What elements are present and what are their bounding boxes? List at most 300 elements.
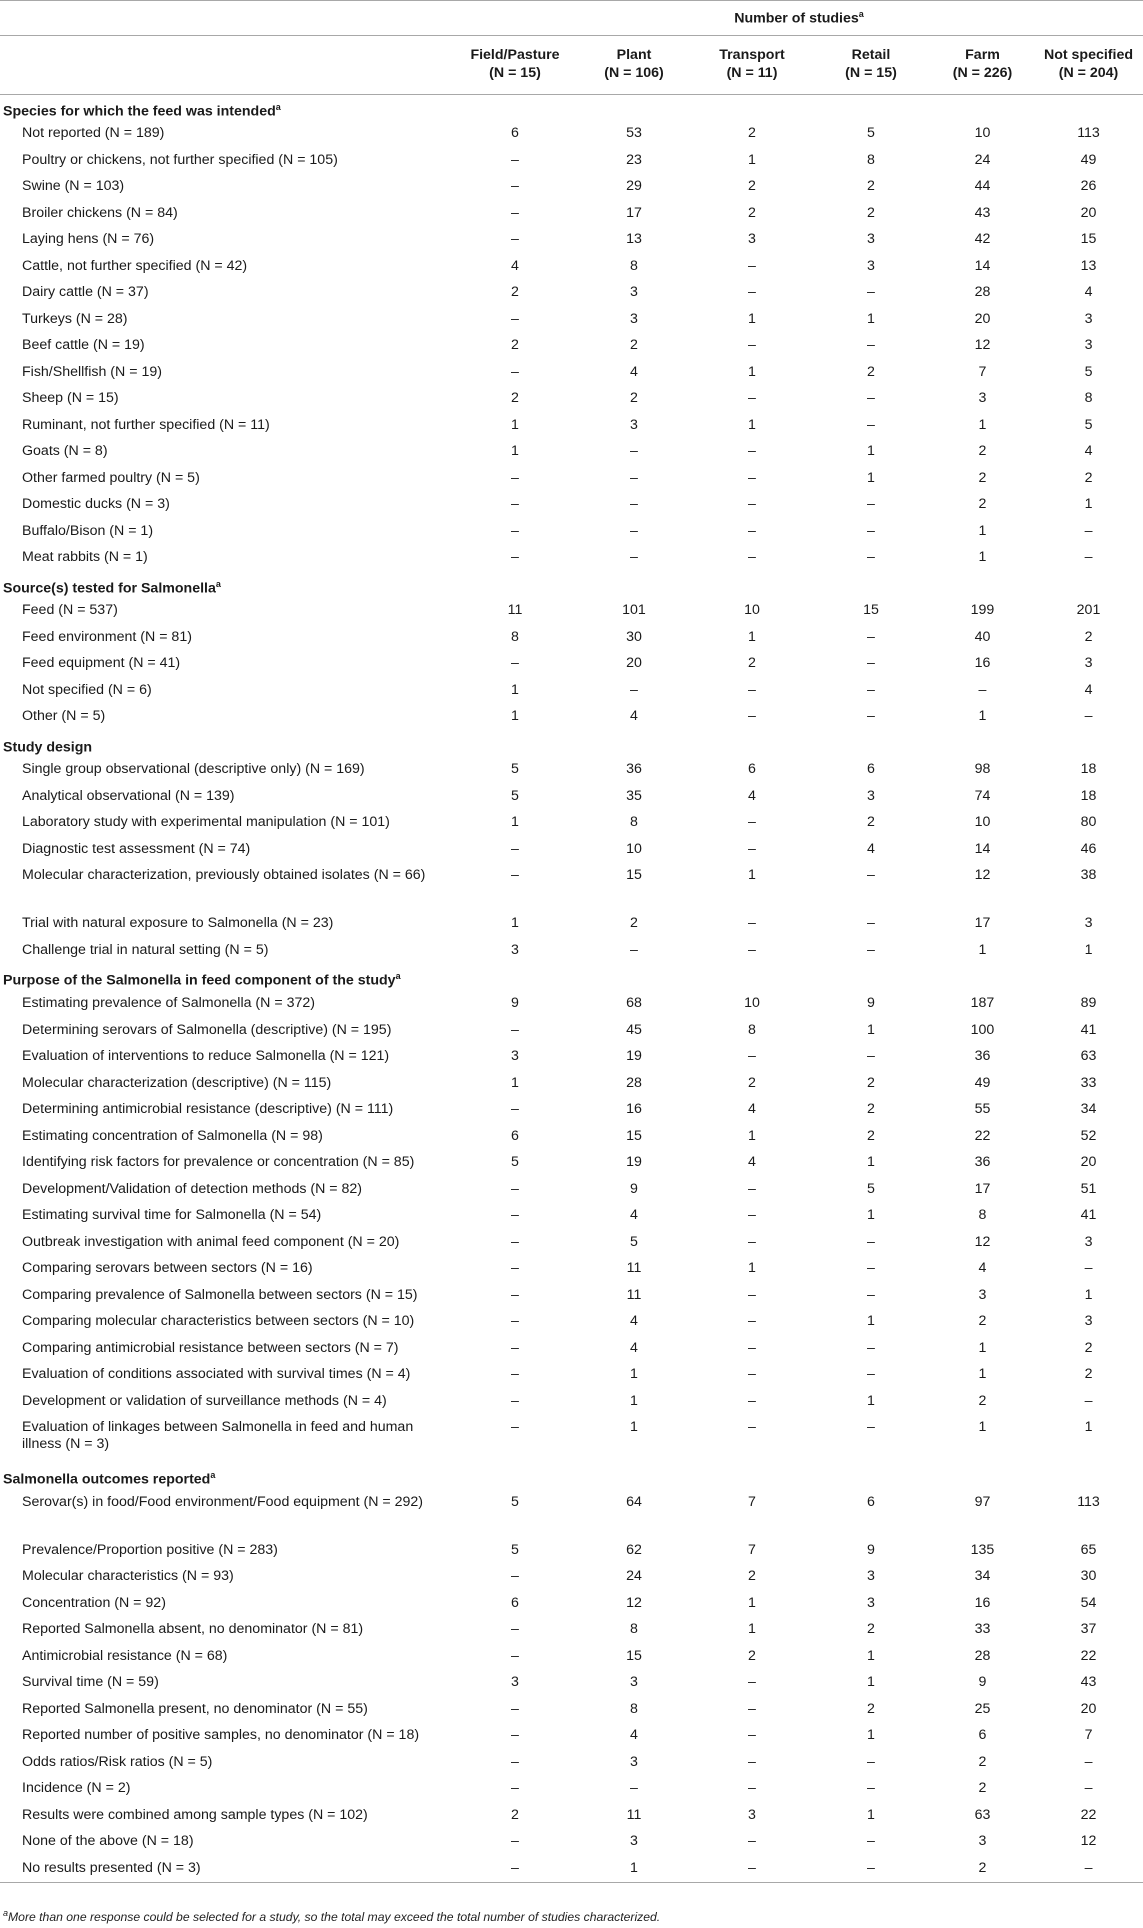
row-value: – (811, 1856, 931, 1883)
row-label: Results were combined among sample types (N = 102) (22, 1806, 368, 1823)
row-value: 1 (867, 443, 875, 460)
table-row (0, 333, 1143, 360)
section-title-cell (0, 731, 1143, 758)
row-value: 2 (978, 469, 987, 486)
row-label: Single group observational (descriptive only) (N = 169) (22, 761, 365, 778)
row-value: 2 (931, 1856, 1034, 1883)
footnote-sup: a (3, 1908, 9, 1918)
row-value: 63 (974, 1806, 991, 1823)
row-label: Reported number of positive samples, no denominator (N = 18) (22, 1727, 420, 1744)
row-label: Challenge trial in natural setting (N = 5) (22, 941, 269, 958)
row-value: 2 (867, 1621, 875, 1638)
row-value: 17 (974, 915, 991, 932)
row-value: 20 (1080, 1154, 1097, 1171)
table-row (0, 1415, 1143, 1463)
row-value: – (511, 655, 519, 672)
row-value: 8 (867, 151, 875, 168)
table-row (0, 1177, 1143, 1204)
row-value: – (867, 549, 875, 566)
row-value: 3 (748, 1806, 756, 1823)
row-label: Ruminant, not further specified (N = 11) (22, 416, 270, 433)
row-value: 51 (1080, 1180, 1097, 1197)
row-value: – (867, 915, 875, 932)
row-value: 1 (748, 310, 756, 327)
row-value: 113 (1077, 1493, 1100, 1510)
row-value: 74 (974, 787, 991, 804)
row-value: 49 (1080, 151, 1097, 168)
row-value: – (630, 443, 638, 460)
row-value: 2 (511, 284, 519, 301)
row-value: 13 (626, 231, 642, 248)
row-label: Other (N = 5) (22, 708, 106, 725)
row-value: 16 (974, 1594, 991, 1611)
section-title-sup: a (210, 1470, 216, 1481)
row-value: 22 (1080, 1806, 1097, 1823)
row-value: 44 (974, 178, 991, 195)
row-value: 7 (748, 1493, 756, 1510)
column-header-n: (N = 226) (952, 65, 1013, 81)
row-label: Dairy cattle (N = 37) (22, 284, 149, 301)
table-row (0, 439, 1143, 466)
header-blank (0, 1, 455, 36)
row-value: 2 (978, 1780, 987, 1797)
column-header-n: (N = 11) (726, 65, 778, 81)
row-value: 2 (748, 178, 756, 195)
row-value: 18 (1080, 761, 1097, 778)
table-row (0, 911, 1143, 938)
row-value: 89 (1080, 995, 1097, 1011)
row-value: – (748, 1419, 756, 1436)
row-value: 23 (626, 151, 642, 168)
row-value: 36 (626, 761, 642, 778)
row-value: 4 (748, 1101, 756, 1118)
table-row (0, 519, 1143, 546)
row-value: 8 (630, 1621, 638, 1638)
row-value: 6 (978, 1727, 987, 1744)
row-label: Fish/Shellfish (N = 19) (22, 363, 162, 380)
table-row (0, 1776, 1143, 1803)
section-title: Salmonella outcomes reported (3, 1471, 211, 1488)
row-value: 1 (1084, 496, 1093, 513)
row-value: – (748, 1727, 756, 1744)
row-value: 30 (626, 628, 642, 645)
row-value: 29 (626, 178, 642, 195)
row-value: 2 (511, 337, 519, 354)
table-row (0, 1617, 1143, 1644)
column-group-label: Number of studies (734, 10, 859, 27)
row-value: 2 (748, 125, 756, 142)
row-value: 9 (867, 995, 875, 1011)
row-value: – (748, 915, 756, 932)
table-row (0, 466, 1143, 493)
row-label: Feed equipment (N = 41) (22, 655, 181, 672)
row-value: 1 (630, 1392, 638, 1409)
row-value: 1 (748, 1621, 756, 1638)
row-label: Feed environment (N = 81) (22, 628, 192, 645)
row-value: – (867, 628, 875, 645)
row-value: – (748, 257, 756, 274)
row-value: – (867, 522, 875, 539)
row-label: Reported Salmonella present, no denominator (N = 55) (22, 1700, 368, 1717)
row-value: 54 (1080, 1594, 1097, 1611)
row-value: – (748, 681, 756, 698)
row-value: 30 (1080, 1568, 1097, 1585)
row-label: Concentration (N = 92) (22, 1594, 166, 1611)
row-value: 1 (867, 1021, 875, 1038)
row-value: 64 (626, 1493, 642, 1510)
table-row (0, 1256, 1143, 1283)
row-value: 2 (511, 390, 519, 407)
row-value: 4 (511, 257, 519, 274)
row-value: – (511, 1568, 519, 1585)
row-value: 4 (748, 787, 756, 804)
row-value: 6 (867, 1493, 875, 1510)
row-value: 43 (974, 204, 991, 221)
row-label: Not specified (N = 6) (22, 681, 152, 698)
row-value: 34 (1080, 1101, 1097, 1118)
row-value: – (867, 1753, 875, 1770)
row-value: – (630, 681, 638, 698)
row-value: 1 (867, 1674, 875, 1691)
row-value: 2 (748, 655, 756, 672)
table-row (0, 148, 1143, 175)
row-value: 52 (1080, 1127, 1097, 1144)
row-value: – (511, 469, 519, 486)
table-row (0, 863, 1143, 911)
row-value: – (511, 1419, 519, 1436)
row-value: – (748, 522, 756, 539)
row-value: 15 (863, 602, 879, 619)
row-value: 6 (511, 125, 519, 142)
row-value: 28 (626, 1074, 642, 1091)
row-value: 12 (626, 1594, 642, 1611)
row-label: Cattle, not further specified (N = 42) (22, 257, 248, 274)
row-value: 2 (1084, 469, 1093, 486)
row-value: – (748, 549, 756, 566)
row-value: 15 (626, 1127, 642, 1144)
row-value: 2 (867, 1700, 875, 1717)
row-value: – (511, 1621, 519, 1638)
table-body (0, 95, 1143, 1883)
row-value: – (511, 1647, 519, 1664)
table-row (0, 1591, 1143, 1618)
row-value: 4 (978, 1260, 987, 1277)
row-value: 7 (978, 363, 987, 380)
row-value: 1 (511, 443, 519, 460)
column-header-n: (N = 204) (1058, 65, 1119, 81)
row-value: 2 (1084, 628, 1093, 645)
column-header (811, 36, 931, 95)
table-row (0, 1723, 1143, 1750)
row-value: 2 (748, 1568, 756, 1585)
row-value: – (867, 1339, 875, 1356)
row-value: – (748, 1780, 756, 1797)
row-label: Buffalo/Bison (N = 1) (22, 522, 154, 539)
row-value: – (748, 1339, 756, 1356)
row-value: – (748, 1674, 756, 1691)
column-header-n: (N = 15) (489, 65, 541, 81)
section-row (0, 964, 1143, 991)
row-label: Molecular characterization (descriptive) (N = 115) (22, 1074, 332, 1091)
row-value: 5 (630, 1233, 638, 1250)
row-value: – (867, 337, 875, 354)
row-value: – (748, 337, 756, 354)
row-label: Meat rabbits (N = 1) (22, 549, 148, 566)
table-row (0, 413, 1143, 440)
table-row (0, 1203, 1143, 1230)
row-value: – (867, 284, 875, 301)
row-label: Serovar(s) in food/Food environment/Food equipment (N = 292) (22, 1493, 424, 1510)
row-value: – (867, 681, 875, 698)
row-value: 12 (974, 1233, 991, 1250)
row-value: 4 (630, 1339, 638, 1356)
row-value: – (867, 655, 875, 672)
row-value: – (511, 1207, 519, 1224)
row-value: 5 (1084, 416, 1093, 433)
row-value: 12 (974, 867, 991, 884)
row-value: – (511, 363, 519, 380)
row-value: 20 (1080, 204, 1097, 221)
row-value: 2 (978, 1313, 987, 1330)
row-value: 3 (630, 1753, 638, 1770)
row-value: 4 (630, 1313, 638, 1330)
table-row (0, 1097, 1143, 1124)
row-value: 43 (1080, 1674, 1097, 1691)
row-value: – (1034, 1856, 1143, 1883)
section-row (0, 1463, 1143, 1490)
row-label: Domestic ducks (N = 3) (22, 496, 170, 513)
column-header (693, 36, 811, 95)
row-value: – (867, 416, 875, 433)
row-value: – (748, 1233, 756, 1250)
footnote (3, 1908, 660, 1924)
row-value: 2 (630, 337, 638, 354)
row-value: – (1084, 1753, 1093, 1770)
row-value: – (455, 1856, 575, 1883)
row-label: Turkeys (N = 28) (22, 310, 128, 327)
row-value: 1 (978, 1339, 987, 1356)
row-value: 2 (1084, 1366, 1093, 1383)
row-value: – (748, 443, 756, 460)
row-value: 1 (511, 915, 519, 932)
row-value: 2 (867, 1101, 875, 1118)
row-value: – (1084, 1392, 1093, 1409)
row-label: Estimating concentration of Salmonella (N = 98) (22, 1127, 323, 1144)
row-value: 3 (1084, 1233, 1093, 1250)
row-value: 4 (1084, 681, 1093, 698)
table-row (0, 1829, 1143, 1856)
row-value: 2 (867, 204, 875, 221)
row-value: 1 (630, 1419, 638, 1436)
row-value: 55 (974, 1101, 991, 1118)
row-value: 10 (974, 814, 991, 831)
row-value: – (511, 310, 519, 327)
row-value: 14 (974, 257, 991, 274)
row-value: 62 (626, 1541, 642, 1558)
row-value: 10 (626, 840, 642, 857)
row-value: 3 (867, 787, 875, 804)
table-row (0, 1644, 1143, 1671)
row-value: – (693, 1856, 811, 1883)
row-value: 1 (511, 708, 519, 725)
section-title-sup: a (275, 102, 281, 112)
row-value: 22 (1080, 1647, 1097, 1664)
row-value: 42 (974, 231, 991, 248)
row-value: 187 (970, 995, 995, 1011)
row-value: – (748, 840, 756, 857)
row-value: 3 (867, 1568, 875, 1585)
row-value: 2 (978, 1753, 987, 1770)
table-row (0, 121, 1143, 148)
row-value: 45 (626, 1021, 642, 1038)
row-value: – (748, 496, 756, 513)
row-value: 6 (511, 1127, 519, 1144)
row-value: – (748, 1392, 756, 1409)
row-value: – (511, 1833, 519, 1850)
table-row (0, 1283, 1143, 1310)
row-value: 4 (1084, 284, 1093, 301)
row-label: Goats (N = 8) (22, 443, 108, 460)
row-value: 3 (630, 310, 638, 327)
table-row (0, 1309, 1143, 1336)
row-value: – (511, 549, 519, 566)
row-value: 14 (974, 840, 991, 857)
row-value: – (511, 1260, 519, 1277)
table-row (0, 837, 1143, 864)
row-label: Comparing prevalence of Salmonella between sectors (N = 15) (22, 1286, 418, 1303)
row-value: 1 (748, 628, 756, 645)
row-value: 16 (974, 655, 991, 672)
row-value: – (748, 1207, 756, 1224)
row-value: – (511, 1313, 519, 1330)
row-value: 34 (974, 1568, 991, 1585)
row-label: Not reported (N = 189) (22, 125, 165, 142)
row-value: 101 (622, 602, 646, 619)
row-value: 3 (867, 1594, 875, 1611)
row-value: – (867, 867, 875, 884)
row-value: 1 (867, 310, 875, 327)
row-value: 1 (748, 1594, 756, 1611)
row-value: – (511, 867, 519, 884)
row-value: – (511, 151, 519, 168)
row-label: Comparing serovars between sectors (N = 16) (22, 1260, 313, 1277)
row-value: 65 (1080, 1541, 1097, 1558)
table-row (0, 254, 1143, 281)
table-row (0, 174, 1143, 201)
row-value: 33 (1080, 1074, 1097, 1091)
row-label: Development/Validation of detection methods (N = 82) (22, 1180, 363, 1197)
row-value: 24 (626, 1568, 642, 1585)
row-label: Comparing molecular characteristics between sectors (N = 10) (22, 1313, 415, 1330)
row-label: Molecular characteristics (N = 93) (22, 1568, 234, 1585)
row-label: Outbreak investigation with animal feed component (N = 20) (22, 1233, 400, 1250)
row-value: – (1084, 549, 1093, 566)
row-value: 3 (511, 941, 519, 958)
row-value: 12 (1080, 1833, 1097, 1850)
row-label: Incidence (N = 2) (22, 1780, 131, 1797)
section-title: Study design (3, 739, 93, 756)
section-title-sup: a (215, 578, 221, 589)
row-label: Sheep (N = 15) (22, 390, 119, 407)
column-group-header (455, 1, 1143, 36)
row-value: 5 (511, 1493, 519, 1510)
row-value: – (748, 469, 756, 486)
row-label: Identifying risk factors for prevalence or concentration (N = 85) (22, 1154, 415, 1171)
row-value: – (630, 549, 638, 566)
row-value: 3 (978, 390, 987, 407)
row-value: – (511, 522, 519, 539)
row-value: 1 (511, 416, 519, 433)
table-row (0, 1362, 1143, 1389)
table-row (0, 1564, 1143, 1591)
row-label: Diagnostic test assessment (N = 74) (22, 840, 251, 857)
row-value: – (748, 1366, 756, 1383)
column-header-n: (N = 15) (845, 65, 897, 81)
row-value: 25 (974, 1700, 991, 1717)
row-value: 2 (511, 1806, 519, 1823)
table-row (0, 1150, 1143, 1177)
row-value: 1 (978, 1366, 987, 1383)
row-value: 26 (1080, 178, 1097, 195)
row-value: – (511, 1101, 519, 1118)
row-value: 2 (867, 814, 875, 831)
row-value: 1 (978, 522, 987, 539)
column-header-name: Retail (851, 47, 891, 63)
row-value: – (511, 1339, 519, 1356)
row-value: 3 (1084, 337, 1093, 354)
row-value: – (1084, 1260, 1093, 1277)
row-value: 5 (867, 1180, 875, 1197)
row-value: 5 (1084, 363, 1093, 380)
row-label: Broiler chickens (N = 84) (22, 204, 178, 221)
row-value: 19 (626, 1154, 642, 1171)
row-value: 11 (626, 1260, 642, 1277)
row-value: 7 (1084, 1727, 1093, 1744)
section-title-cell (0, 1463, 1143, 1490)
row-value: 8 (1084, 390, 1093, 407)
row-value: – (748, 1700, 756, 1717)
row-value: – (630, 469, 638, 486)
row-value: 1 (1084, 1419, 1093, 1436)
table-row (0, 360, 1143, 387)
row-value: 5 (511, 761, 519, 778)
row-value: 33 (974, 1621, 991, 1638)
row-value: 9 (867, 1541, 875, 1558)
row-value: 11 (626, 1806, 642, 1823)
row-value: 8 (630, 814, 638, 831)
row-value: 2 (867, 363, 875, 380)
row-value: 80 (1080, 814, 1097, 831)
row-value: 8 (748, 1021, 756, 1038)
row-label: Evaluation of interventions to reduce Salmonella (N = 121) (22, 1048, 390, 1065)
row-label: Swine (N = 103) (22, 178, 125, 195)
header-blank-cell (0, 36, 455, 95)
row-value: 3 (867, 257, 875, 274)
table-row (0, 1750, 1143, 1777)
table-row (0, 651, 1143, 678)
table-row (0, 1697, 1143, 1724)
row-value: 9 (630, 1180, 638, 1197)
row-value: – (867, 1233, 875, 1250)
row-value: – (867, 1833, 875, 1850)
row-value: – (867, 1419, 875, 1436)
table-row (0, 1490, 1143, 1538)
row-value: – (748, 284, 756, 301)
table-row (0, 598, 1143, 625)
section-title-cell (0, 95, 1143, 122)
row-value: 53 (626, 125, 642, 142)
row-value: – (511, 1286, 519, 1303)
